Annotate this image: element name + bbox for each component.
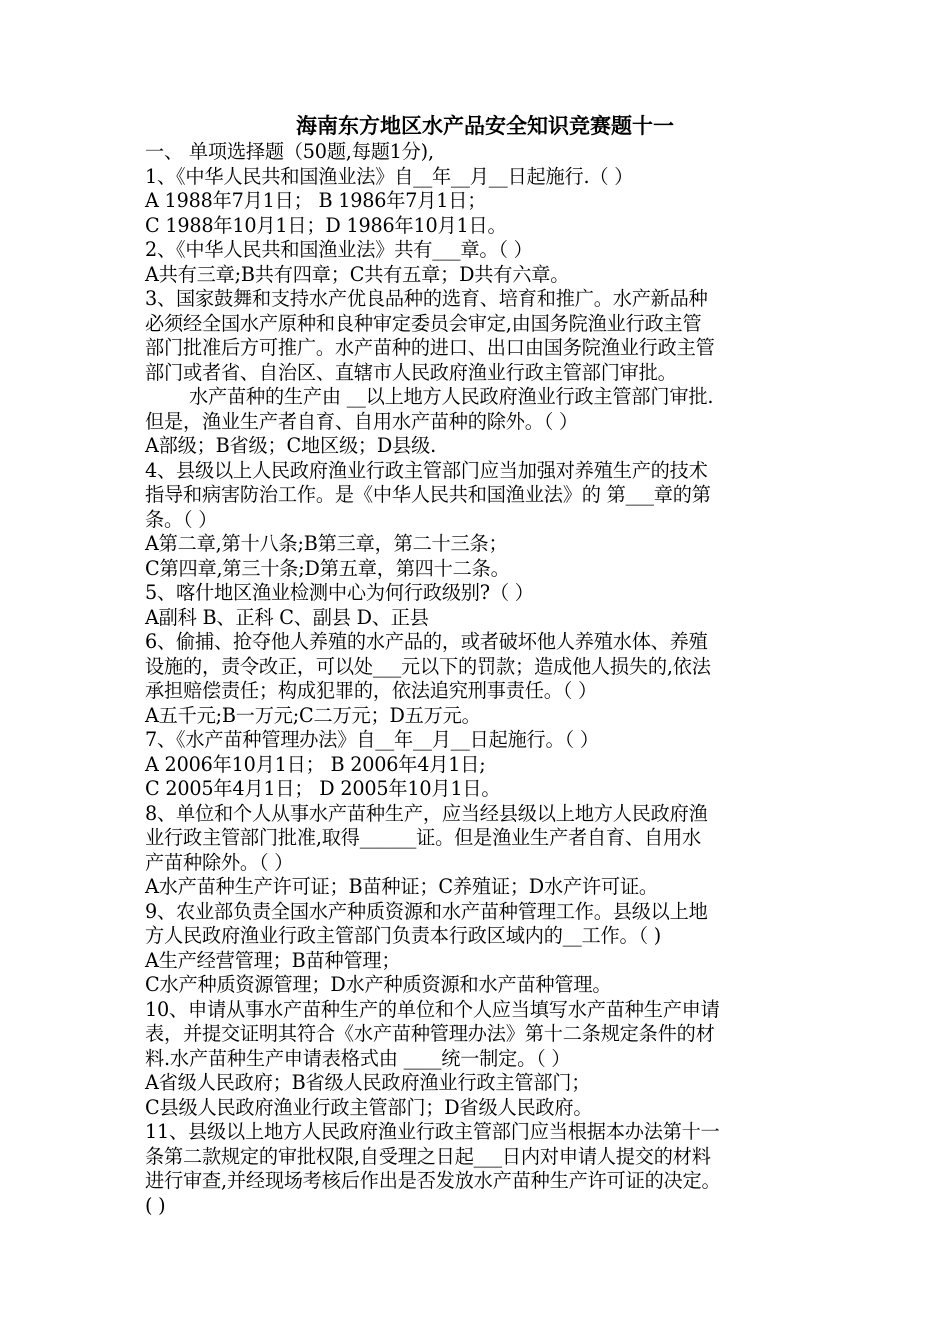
text-line: A 1988年7月1日； B 1986年7月1日；	[145, 189, 487, 212]
text-line: 条第二款规定的审批权限,自受理之日起___日内对申请人提交的材料	[145, 1144, 711, 1168]
text-line: 业行政主管部门批准,取得______证。但是渔业生产者自育、自用水	[145, 826, 701, 849]
text-line: 但是，渔业生产者自育、自用水产苗种的除外。（ ）	[145, 409, 579, 433]
text-line: 11、县级以上地方人民政府渔业行政主管部门应当根据本办法第十一	[145, 1120, 720, 1143]
text-line: A水产苗种生产许可证；B苗种证；C养殖证；D水产许可证。	[145, 875, 658, 898]
text-line: 产苗种除外。（ ）	[145, 850, 294, 874]
text-line: A副科 B、正科 C、副县 D、正县	[145, 605, 429, 629]
text-line: 6、偷捕、抢夺他人养殖的水产品的，或者破坏他人养殖水体、养殖	[145, 630, 708, 653]
text-line: A第二章,第十八条;B第三章，第二十三条；	[145, 532, 508, 555]
text-line: 部门或者省、自治区、直辖市人民政府渔业行政主管部门审批。	[145, 360, 677, 384]
text-line: 2、《中华人民共和国渔业法》共有___章。（ ）	[145, 238, 533, 261]
text-line: A部级；B省级；C地区级；D县级.	[145, 434, 436, 457]
text-line: 5、喀什地区渔业检测中心为何行政级别?（ ）	[145, 581, 534, 604]
text-line: 一、 单项选择题（50题,每题1分),	[145, 140, 434, 163]
text-line: 9、农业部负责全国水产种质资源和水产苗种管理工作。县级以上地	[145, 899, 708, 923]
text-line: 料.水产苗种生产申请表格式由 ____统一制定。（ ）	[145, 1046, 571, 1070]
document-body	[145, 140, 825, 1218]
document-page	[145, 112, 825, 1218]
text-line: C县级人民政府渔业行政主管部门；D省级人民政府。	[145, 1095, 593, 1119]
text-line: 表，并提交证明其符合《水产苗种管理办法》第十二条规定条件的材	[145, 1022, 715, 1045]
text-line: 部门批准后方可推广。水产苗种的进口、出口由国务院渔业行政主管	[145, 336, 715, 359]
document-title: 海南东方地区水产品安全知识竞赛题十一	[296, 113, 674, 138]
text-line: 1、《中华人民共和国渔业法》自__年__月__日起施行.（ ）	[145, 164, 634, 188]
text-line: 方人民政府渔业行政主管部门负责本行政区域内的__工作。（ )	[145, 924, 662, 947]
text-line: 4、县级以上人民政府渔业行政主管部门应当加强对养殖生产的技术	[145, 458, 708, 482]
text-line: A生产经营管理；B苗种管理；	[145, 948, 401, 972]
text-line: C 1988年10月1日；D 1986年10月1日。	[145, 213, 507, 237]
text-line: C水产种质资源管理；D水产种质资源和水产苗种管理。	[145, 973, 612, 996]
text-line: A五千元;B一万元;C二万元；D五万元。	[145, 703, 481, 727]
text-line: A 2006年10月1日； B 2006年4月1日;	[145, 752, 486, 776]
text-line: 承担赔偿责任；构成犯罪的，依法追究刑事责任。（ ）	[145, 679, 597, 702]
text-line: A省级人民政府；B省级人民政府渔业行政主管部门；	[145, 1071, 591, 1094]
text-line: C 2005年4月1日； D 2005年10月1日。	[145, 777, 501, 800]
text-line: 10、申请从事水产苗种生产的单位和个人应当填写水产苗种生产申请	[145, 997, 720, 1021]
text-line: 条。（ ）	[145, 507, 218, 531]
text-line: 8、单位和个人从事水产苗种生产，应当经县级以上地方人民政府渔	[145, 801, 708, 825]
text-line: 水产苗种的生产由 __以上地方人民政府渔业行政主管部门审批.	[189, 385, 714, 408]
text-line: A共有三章;B共有四章；C共有五章；D共有六章。	[145, 262, 570, 286]
text-line: 进行审查,并经现场考核后作出是否发放水产苗种生产许可证的决定。	[145, 1169, 721, 1192]
text-line: 3、国家鼓舞和支持水产优良品种的选育、培育和推广。水产新品种	[145, 287, 708, 310]
text-line: 设施的，责令改正，可以处___元以下的罚款；造成他人损失的,依法	[145, 654, 711, 678]
text-line: 必须经全国水产原种和良种审定委员会审定,由国务院渔业行政主管	[145, 311, 702, 335]
text-line: ( )	[145, 1193, 166, 1217]
text-line: C第四章,第三十条;D第五章，第四十二条。	[145, 556, 510, 580]
text-line: 指导和病害防治工作。是《中华人民共和国渔业法》的 第___章的第	[145, 483, 711, 506]
text-line: 7、《水产苗种管理办法》自__年__月__日起施行。（ ）	[145, 728, 599, 751]
